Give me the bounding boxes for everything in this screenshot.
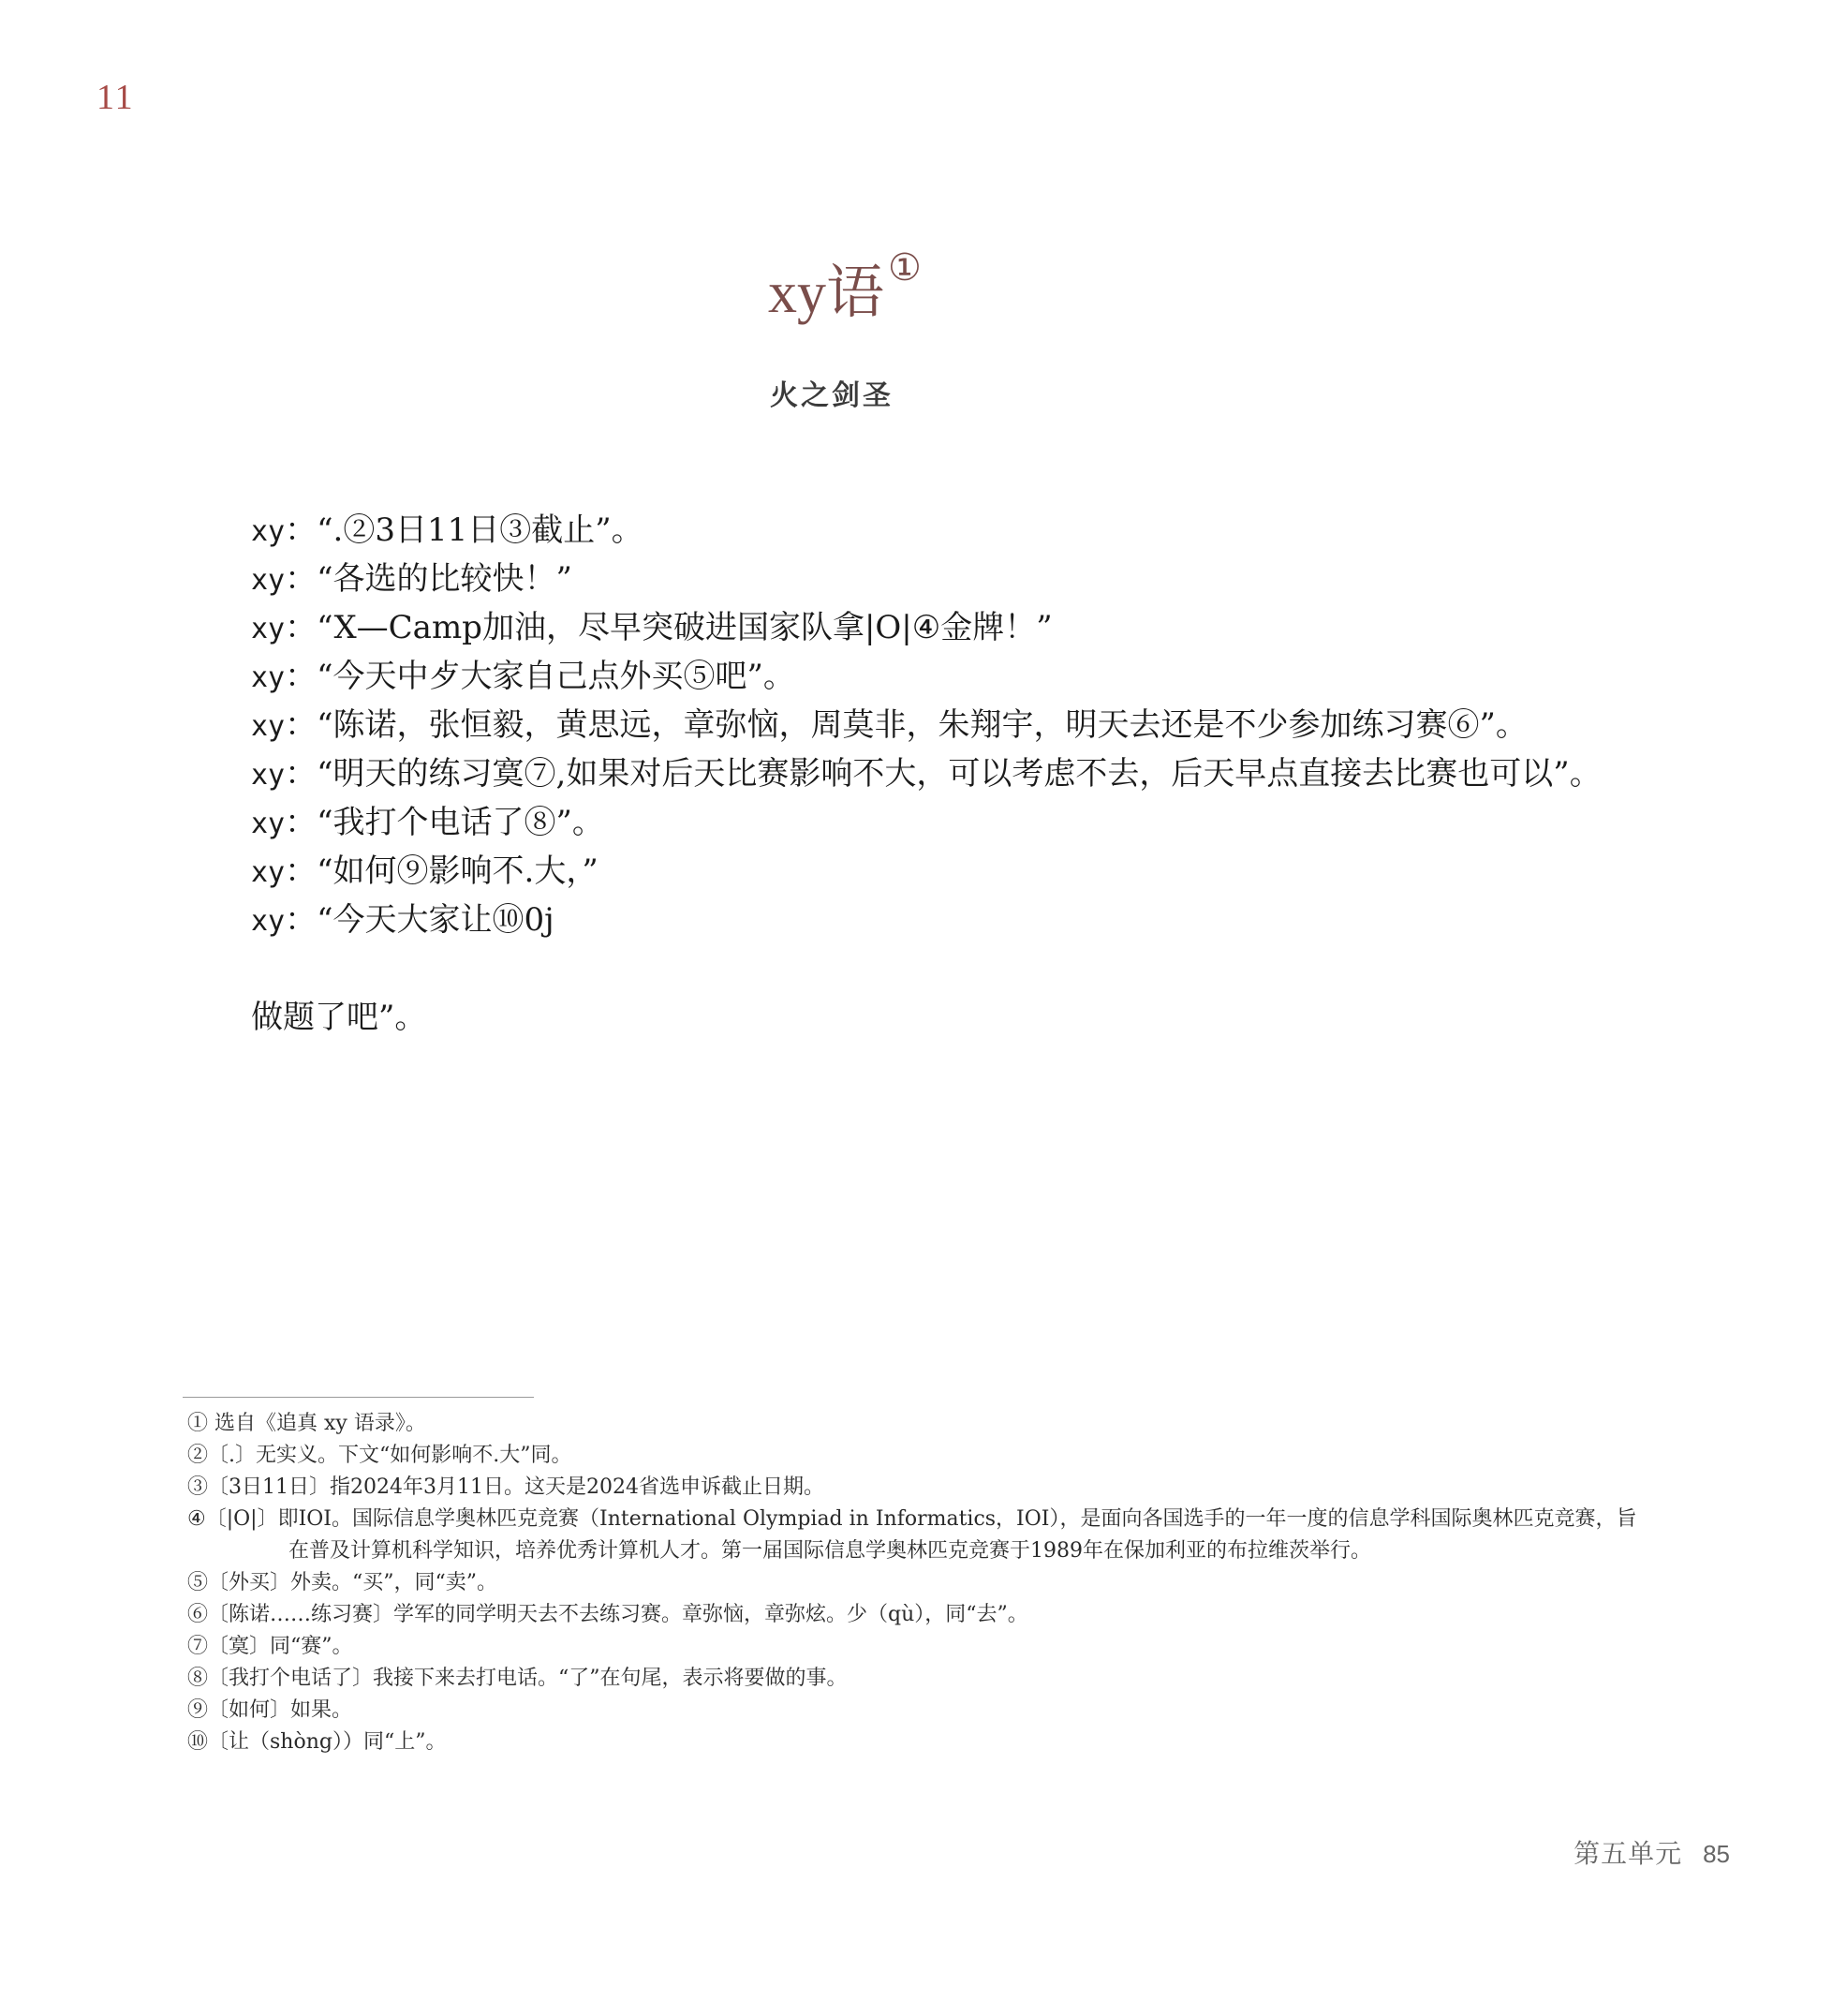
quote-text: “我打个电话了⑧”。 — [317, 804, 604, 841]
footnote: ③〔3日11日〕指2024年3月11日。这天是2024省选申诉截止日期。 — [187, 1475, 824, 1499]
quote-colon: ： — [285, 609, 318, 646]
quote-line — [251, 506, 1750, 555]
quote-colon: ： — [285, 852, 318, 890]
quote-colon: ： — [285, 804, 318, 841]
footnote-continuation: 在普及计算机科学知识，培养优秀计算机人才。第一届国际信息学奥林匹克竞赛于1989年在保加利亚的布拉维茨举行。 — [288, 1539, 1371, 1563]
quote-text: “各选的比较快！” — [317, 560, 572, 598]
quote-speaker: xy — [251, 710, 286, 743]
quote-colon: ： — [285, 658, 318, 695]
footnote: ②〔.〕无实义。下文“如何影响不.大”同。 — [187, 1444, 572, 1467]
footnote: ⑥〔陈诺……练习赛〕学军的同学明天去不去练习赛。章弥恼，章弥炫。少（qù），同“去”。 — [187, 1603, 1028, 1626]
quote-speaker: xy — [251, 564, 286, 597]
quote-colon: ： — [285, 706, 318, 744]
footnote: ④〔|O|〕即IOI。国际信息学奥林匹克竞赛（International Olympiad in Informatics，IOI），是面向各国选手的一年一度的信息学科国际奥林匹克竞赛，旨 — [187, 1507, 1637, 1531]
page-number: 85 — [1703, 1840, 1730, 1868]
quote-list — [251, 506, 1750, 944]
quote-text: “明天的练习寞⑦,如果对后天比赛影响不大，可以考虑不去，后天早点直接去比赛也可以”。 — [317, 755, 1602, 793]
quote-speaker: xy — [251, 808, 286, 840]
quote-continuation: 做题了吧”。 — [251, 999, 427, 1036]
footnote: ⑤〔外买〕外卖。“买”，同“卖”。 — [187, 1571, 497, 1594]
quote-line — [251, 749, 1750, 798]
footnote: ① 选自《追真 xy 语录》。 — [187, 1412, 426, 1435]
quote-speaker: xy — [251, 759, 286, 792]
article-author: 火之剑圣 — [770, 379, 894, 412]
chapter-number: 11 — [96, 78, 135, 117]
quote-speaker: xy — [251, 613, 286, 645]
quote-line — [251, 652, 1750, 701]
footnote: ⑦〔寞〕同“赛”。 — [187, 1635, 353, 1658]
quote-speaker: xy — [251, 515, 286, 548]
page-footer — [1574, 1833, 1730, 1871]
article-title — [768, 246, 922, 325]
footnote-list — [187, 1408, 1780, 1758]
footer-unit-label: 第五单元 — [1574, 1838, 1683, 1869]
footnote: ⑩〔让（shòng））同“上”。 — [187, 1730, 447, 1754]
title-note-marker[interactable]: ① — [888, 246, 922, 289]
quote-speaker: xy — [251, 661, 286, 694]
quote-line — [251, 847, 1750, 896]
footnote: ⑨〔如何〕如果。 — [187, 1698, 353, 1722]
quote-colon: ： — [285, 755, 318, 793]
quote-speaker: xy — [251, 856, 286, 889]
quote-speaker: xy — [251, 905, 286, 938]
quote-colon: ： — [285, 560, 318, 598]
quote-colon: ： — [285, 511, 318, 549]
quote-text: “如何⑨影响不.大，” — [317, 852, 598, 890]
footnote-divider — [183, 1397, 534, 1398]
quote-line — [251, 603, 1750, 652]
quote-text: “.②3日11日③截止”。 — [317, 511, 643, 549]
footnote: ⑧〔我打个电话了〕我接下来去打电话。“了”在句尾，表示将要做的事。 — [187, 1667, 848, 1690]
quote-line — [251, 896, 1750, 944]
quote-text: “今天大家让⑩0j — [317, 901, 554, 939]
quote-text: “陈诺，张恒毅，黄思远，章弥恼，周莫非，朱翔宇，明天去还是不少参加练习赛⑥”。 — [317, 706, 1528, 744]
quote-text: “X—Camp加油，尽早突破进国家队拿|O|④金牌！” — [317, 609, 1053, 646]
article-title-text: xy语 — [768, 261, 885, 325]
quote-line — [251, 798, 1750, 847]
quote-line — [251, 555, 1750, 603]
quote-colon: ： — [285, 901, 318, 939]
quote-text: “今天中歺大家自己点外买⑤吧”。 — [317, 658, 795, 695]
quote-line — [251, 701, 1750, 749]
